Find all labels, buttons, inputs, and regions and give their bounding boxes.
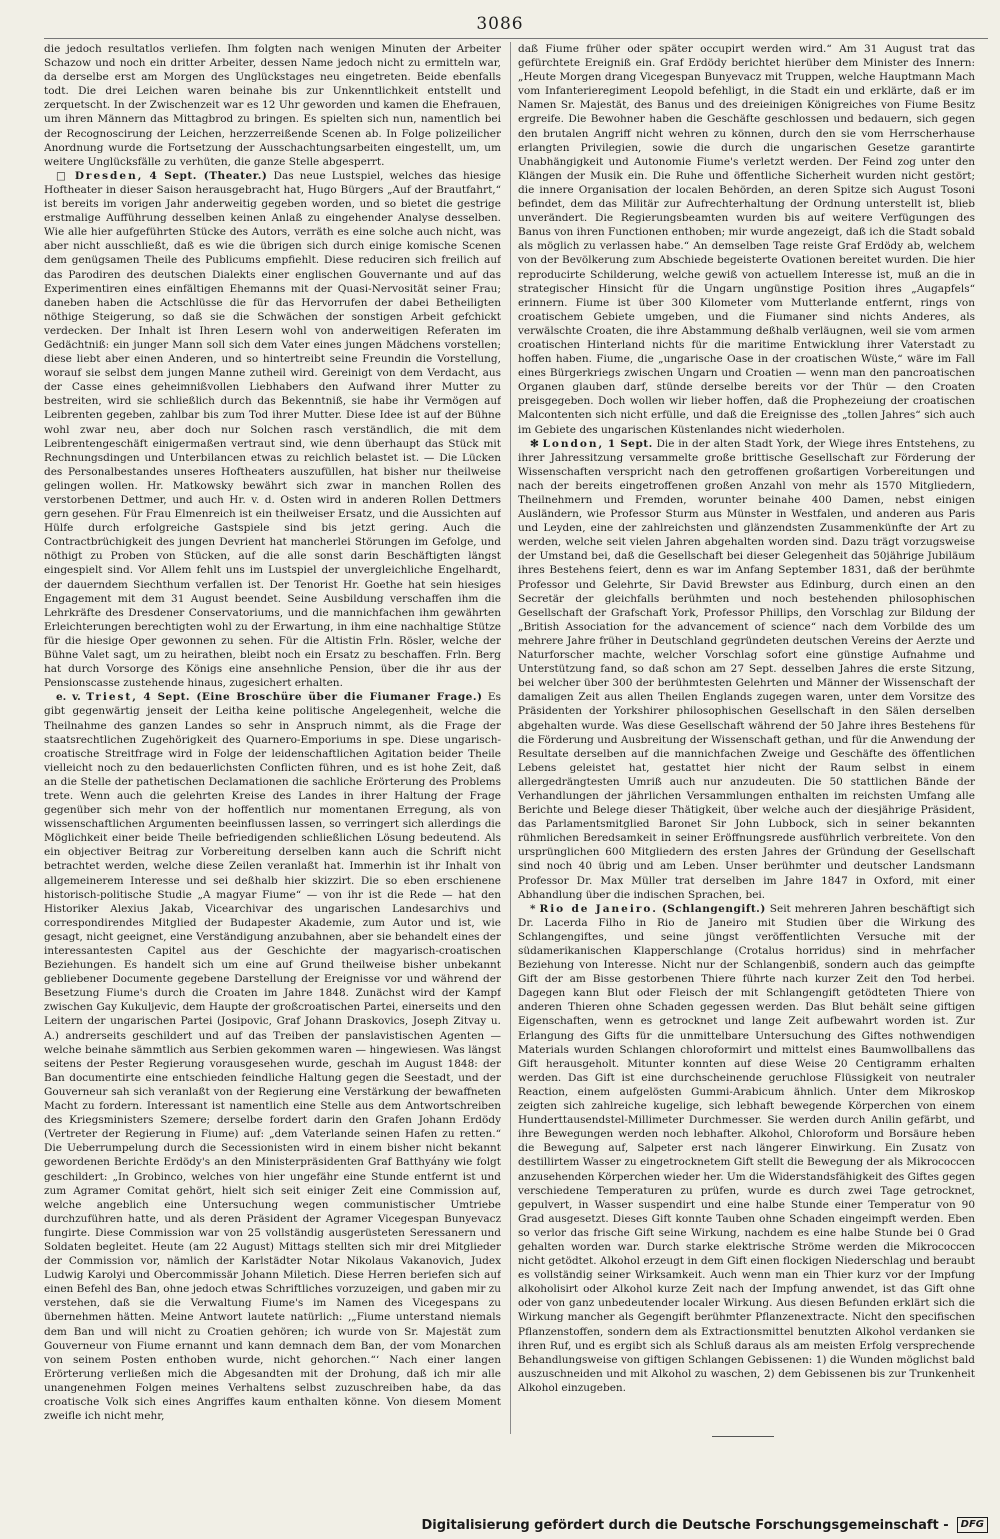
dresden-place: Dresden, — [74, 169, 144, 182]
article-fiume-continuation: daß Fiume früher oder später occupirt werden wird.“ Am 31 August trat das gefürchtete Ereigniß ein. Graf Erdödy berichtet hierüber dem Minister des Innern: „Heute Morgen drang Vicegespan Bunyevacz mit Truppen, welche Hauptmann Mach vom Infanterieregiment Leopold befehligt, in die Stadt ein und erklärte, daß er im Namen Sr. Majestät, des Banus und des dreieinigen Königreiches von Fiume Besitz ergreife. Die Bewohner haben die Geschäfte geschlossen und bedauern, sich gegen den brutalen Angriff nicht wehren zu können, durch den sie vom Herrscherhause erlangten Privilegien, sowie die durch die ungarischen Gesetze garantirte Unabhängigkeit und Autonomie Fiume's verletzt werden. Der Feind zog unter den Klängen der Musik ein. Die Ruhe und öffentliche Sicherheit wurden nicht gestört; die innere Organisation der localen Behörden, an deren Spitze sich August Tosoni befindet, dem das Militär zur Aufrechterhaltung der Ordnung unterstellt ist, blieb unverändert. Die Regierungsbeamten wurden bis auf weitere Verfügungen des Banus von ihren Functionen enthoben; mir wurde angezeigt, daß ich die Stadt sobald als möglich zu verlassen habe.“ An demselben Tage reiste Graf Erdödy ab, welchem von der Bevölkerung zum Abschiede begeisterte Ovationen bereitet wurden. Die hier reproducirte Schilderung, welche gewiß von actuellem Interesse ist, muß an die in strategischer Hinsicht für die Ungarn ungünstige Position ihres „Augapfels“ erinnern. Fiume ist über 300 Kilometer vom Mutterlande entfernt, rings von croatischem Gebiete umgeben, und die Fiumaner sind nichts Anderes, als verwälschte Croaten, die ihre Abstammung deßhalb verläugnen, weil sie vom armen croatischen Hinterland nichts für die maritime Entwicklung ihrer Vaterstadt zu hoffen haben. Fiume, die „ungarische Oase in der croatischen Wüste,“ wäre im Fall eines Bürgerkriegs zwischen Ungarn und Croatien — wenn man den pancroatischen Organen glauben darf, stünde derselbe bereits vor der Thür — den Croaten preisgegeben. Doch wollen wir lieber hoffen, daß die Prophezeiung der croatischen Malcontenten sich nicht erfülle, und daß die Ereignisse des „tollen Jahres“ sich auch im Gebiete des ungarischen Küstenlandes nicht wiederholen. — [518, 43, 975, 436]
page-number: 3086 — [476, 14, 524, 34]
london-symbol: ✻ — [530, 437, 539, 450]
dresden-symbol: □ — [56, 169, 69, 182]
rio-place: Rio de Janeiro. — [539, 902, 658, 915]
london-place: London, — [542, 437, 605, 450]
triest-place: Triest, — [86, 691, 138, 704]
article-london — [518, 437, 975, 902]
right-column — [518, 42, 975, 1497]
digitization-footer — [422, 1517, 989, 1533]
london-text: Die in der alten Stadt York, der Wiege ihres Entstehens, zu ihrer Jahressitzung versammelte große brittische Gesellschaft zur Förderung der Wissenschaften verspricht nach den getroffenen großartigen Vorbereitungen und nach der bereits eingetroffenen großen Anzahl von mehr als 1570 Mitgliedern, Theilnehmern und Fremden, worunter beinahe 400 Damen, nebst einigen Ausländern, wie Professor Sturm aus Münster in Westfalen, und anderen aus Paris und Leyden, eine der zahlreichsten und glänzendsten Zusammenkünfte der Art zu werden, welche seit vielen Jahren abgehalten worden sind. Dazu trägt vorzugsweise der Umstand bei, daß die Gesellschaft bei dieser Gelegenheit das 50jährige Jubiläum ihres Bestehens feiert, denn es war im Anfang September 1831, daß der berühmte Professor und Gelehrte, Sir David Brewster aus Edinburg, durch einen an den Secretär der gleichfalls berühmten und noch bestehenden philosophischen Gesellschaft der Grafschaft York, Professor Phillips, den Vorschlag zur Bildung der „British Association for the advancement of science“ nach dem Vorbilde des um mehrere Jahre früher in Deutschland gegründeten deutschen Vereins der Aerzte und Naturforscher machte, welcher Vorschlag sofort eine günstige Aufnahme und Unterstützung fand, so daß schon am 27 Sept. desselben Jahres die erste Sitzung, bei welcher über 300 der berühmtesten Gelehrten und Männer der Wissenschaft der damaligen Zeit aus allen Theilen Englands zugegen waren, unter dem Vorsitze des Präsidenten der Yorkshirer philosophischen Gesellschaft in den Sälen derselben abgehalten wurde. Was diese Gesellschaft während der 50 Jahre ihres Bestehens für die Förderung und Ausbreitung der Wissenschaft gethan, und für die Anwendung der Resultate derselben auf die mannichfachen Zweige und Geschäfte des öffentlichen Lebens geleistet hat, gestattet hier nicht der Raum selbst in einem allergedrängtesten Umriß auch nur anzudeuten. Die 50 stattlichen Bände der Verhandlungen der jährlichen Versammlungen enthalten im reichsten Umfang alle Berichte und Belege dieser Thätigkeit, über welche auch der diesjährige Präsident, das Parlamentsmitglied Baronet Sir John Lubbock, sich in seiner bekannten rühmlichen Beredsamkeit in seiner Eröffnungsrede ausführlich verbreitete. Von den ursprünglichen 600 Mitgliedern des ersten Jahres der Gründung der Gesellschaft sind noch 40 übrig und am Leben. Unser berühmter und deutscher Landsmann Professor Dr. Max Müller trat derselben im Jahre 1847 in Oxford, mit einer Abhandlung über die indischen Sprachen, bei. — [518, 437, 975, 901]
header-rule — [44, 38, 988, 39]
triest-date: 4 Sept. (Eine Broschüre über die Fiumaner Frage.) — [143, 691, 483, 704]
column-divider — [510, 42, 511, 1434]
article-triest — [44, 690, 501, 1423]
footer-text: Digitalisierung gefördert durch die Deutsche Forschungsgemeinschaft - — [421, 1517, 949, 1533]
triest-text: Es gibt gegenwärtig jenseit der Leitha keine politische Angelegenheit, welche die Theilnahme des ganzen Landes so sehr in Anspruch nimmt, als die Frage der staatsrechtlichen Zugehörigkeit des Quarnero-Emporiums in spe. Diese ungarisch-croatische Streitfrage wird in Folge der leidenschaftlichen Agitation beider Theile vielleicht noch zu den bedauerlichsten Conflicten führen, und es ist hohe Zeit, daß an die Stelle der pathetischen Declamationen die sachliche Erörterung des Problems trete. Wenn auch die gelehrten Kreise des Landes in ihrer Haltung der Frage gegenüber sich mehr von der hoffentlich nur momentanen Erregung, als von wissenschaftlichen Argumenten beeinflussen lassen, so verringert sich allerdings die Möglichkeit einer beide Theile befriedigenden schließlichen Lösung bedeutend. Als ein objectiver Beitrag zur Vorbereitung derselben kann auch die Schrift nicht betrachtet werden, welche diese Zeilen veranlaßt hat. Immerhin ist ihr Inhalt von allgemeinerem Interesse und sei deßhalb hier skizzirt. Die so eben erschienene historisch-politische Studie „A magyar Fiume“ — von ihr ist die Rede — hat den Historiker Alexius Jakab, Vicearchivar des ungarischen Landesarchivs und correspondirendes Mitglied der Budapester Akademie, zum Autor und ist, wie gesagt, nicht geeignet, eine Verständigung anzubahnen, aber sie behandelt eines der interessantesten Capitel aus der Geschichte der magyarisch-croatischen Beziehungen. Es handelt sich um eine auf Grund theilweise bisher unbekannt gebliebener Documente gegebene Darstellung der Ereignisse vor und während der Besetzung Fiume's durch die Croaten im Jahre 1848. Zunächst wird der Kampf zwischen Gay Kukuljevic, dem Haupte der großcroatischen Partei, einerseits und den Leitern der ungarischen Partei (Josipovic, Graf Johann Draskovics, Joseph Zitvay u. A.) andrerseits geschildert und auf das Treiben der panslavistischen Agenten — welche beinahe sämmtlich aus Serbien gekommen waren — hingewiesen. Was längst seitens der Pester Regierung vorausgesehen wurde, geschah im August 1848: der Ban documentirte eine entschieden feindliche Haltung gegen die Seestadt, und der Gouverneur sah sich veranlaßt von der Regierung eine Verstärkung der bewaffneten Macht zu fordern. Interessant ist namentlich eine Stelle aus dem Antwortschreiben des Kriegsministers Szemere; derselbe fordert darin den Grafen Johann Erdödy (Vertreter der Regierung in Fiume) auf: „dem Vaterlande seinen Hafen zu retten.“ Die Ueberrumpelung durch die Secessionisten wird in einem bisher nicht bekannt gewordenen Berichte Erdödy's an den Ministerpräsidenten Graf Batthyány wie folgt geschildert: „In Grobinco, welches von hier ungefähr eine Stunde entfernt ist und zum Agramer Comitat gehört, hielt sich seit einiger Zeit eine Commission auf, welche angeblich eine Untersuchung wegen communistischer Umtriebe durchzuführen hatte, und als deren Präsident der Agramer Vicegespan Bunyevacz fungirte. Diese Commission war von 25 vollständig ausgerüsteten Seressanern und Soldaten begleitet. Heute (am 22 August) Mittags stellten sich mir drei Mitglieder der Commission vor, nämlich der Karlstädter Notar Nikolaus Vakanovich, Judex Ludwig Karolyi und Obercommissär Johann Miletich. Diese Herren beriefen sich auf einen Befehl des Ban, ohne jedoch etwas Schriftliches vorzuzeigen, und gaben mir zu verstehen, daß sie die Verwaltung Fiume's im Namen des Vicegespans zu übernehmen hätten. Meine Antwort lautete natürlich: ‚„Fiume unterstand niemals dem Ban und will nicht zu Croatien gehören; ich wurde von Sr. Majestät zum Gouverneur von Fiume ernannt und kann demnach dem Ban, der vom Monarchen von seinem Posten enthoben wurde, nicht gehorchen.“‘ Nach einer langen Erörterung verließen mich die Abgesandten mit der Drohung, daß ich mir alle unangenehmen Folgen meines Verhaltens selbst zuzuschreiben habe, da das croatische Volk sich eines Angriffes kaum enthalten könne. Von diesem Moment zweifle ich nicht mehr, — [44, 691, 501, 1423]
triest-symbol: e. v. — [56, 691, 81, 704]
dfg-logo: DFG — [957, 1517, 988, 1533]
article-continuation: die jedoch resultatlos verliefen. Ihm folgten nach wenigen Minuten der Arbeiter Schazow und noch ein dritter Arbeiter, dessen Name jedoch nicht zu ermitteln war, da derselbe erst am Morgen des Unglückstages neu eingetreten. Beide ebenfalls todt. Die drei Leichen waren beinahe bis zur Unkenntlichkeit entstellt und zerquetscht. In der Zwischenzeit war es 12 Uhr geworden und kamen die Ehefrauen, um ihren Männern das Mittagbrod zu bringen. Es spielten sich nun, namentlich bei der Recognoscirung der Leichen, herzzerreißende Scenen ab. In Folge polizeilicher Anordnung wurde die Fortsetzung der Ausschachtungsarbeiten eingestellt, um, um weitere Unglücksfälle zu verhüten, die ganze Stelle abgesperrt. — [44, 43, 501, 168]
dresden-text: Das neue Lustspiel, welches das hiesige Hoftheater in dieser Saison herausgebracht hat, Hugo Bürgers „Auf der Brautfahrt,“ ist bereits im vorigen Jahr anderweitig gegeben worden, und so bietet die gestrige erstmalige Aufführung desselben keinen Anlaß zu eingehender Analyse desselben. Wie alle hier aufgeführten Stücke des Autors, verräth es eine solche auch nicht, was aber nicht ausschließt, daß es wie die übrigen sich durch einige komische Scenen dem genügsamen Theile des Publicums empfiehlt. Diese reduciren sich freilich auf das Parodiren des deutschen Dialekts einer englischen Gouvernante und auf das Experimentiren eines einfältigen Ehemanns mit der Quasi-Nervosität seiner Frau; daneben haben die Actschlüsse die für das Hervorrufen der dabei Betheiligten nöthige Steigerung, so daß sie die Schwächen der sonstigen Arbeit gefchickt verdecken. Der Inhalt ist Ihren Lesern wohl von anderweitigen Referaten im Gedächtniß: ein junger Mann soll sich dem Vater eines jungen Mädchens vorstellen; diese liebt aber einen Anderen, und so hintertreibt seine Freundin die Vorstellung, worauf sie selbst dem jungen Manne zutheil wird. Gereinigt von dem Verdacht, aus der Casse eines geheimnißvollen Liebhabers den Aufwand ihrer Mutter zu bestreiten, wird sie schließlich durch das Bekenntniß, sie habe ihr Vermögen auf Leibrenten gegeben, zahlbar bis zum Tod ihrer Mutter. Diese Idee ist auf der Bühne wohl zwar neu, aber doch nur Solchen rasch verständlich, die mit dem Leibrentengeschäft einigermaßen vertraut sind, wie denn überhaupt das Stück mit Rechnungsdingen und Unterbilancen etwas zu reichlich belastet ist. — Die Lücken des Personalbestandes unseres Hoftheaters auszufüllen, hat bisher nur theilweise gelingen wollen. Hr. Matkowsky bewährt sich zwar in manchen Rollen des verstorbenen Dettmer, und auch Hr. v. d. Osten wird in anderen Rollen Dettmers gern gesehen. Für Frau Elmenreich ist ein theilweiser Ersatz, und die Aussichten auf Hülfe durch erfolgreiche Gastspiele sind bis jetzt gering. Auch die Contractbrüchigkeit des jungen Devrient hat mancherlei Störungen im Gefolge, und nöthigt zu Proben von Stücken, auf die alle sonst darin Beschäftigten längst eingespielt sind. Vor Allem fehlt uns im Lustspiel der unvergleichliche Engelhardt, der dauerndem Siechthum verfallen ist. Der Tenorist Hr. Goethe hat sein hiesiges Engagement mit dem 31 August beendet. Seine Ausbildung verschaffen ihm die Lehrkräfte des Dresdener Conservatoriums, und die mannichfachen ihm gewährten Erleichterungen berechtigten wohl zu der Erwartung, in ihm eine nachhaltige Stütze für die hiesige Oper gewonnen zu sehen. Für die Altistin Frln. Rösler, welche der Bühne Valet sagt, um zu heirathen, bleibt noch ein Ersatz zu beschaffen. Frln. Berg hat durch Vorsorge des Königs eine ansehnliche Pension, über die ihr aus der Pensionscasse zustehende hinaus, zugesichert erhalten. — [44, 169, 501, 690]
left-column — [44, 42, 501, 1497]
dresden-date: 4 Sept. (Theater.) — [149, 169, 268, 182]
london-date: 1 Sept. — [607, 437, 653, 450]
article-rio — [518, 902, 975, 1395]
rio-date: (Schlangengift.) — [661, 902, 766, 915]
article-end-rule — [712, 1436, 774, 1437]
rio-symbol: * — [530, 902, 536, 915]
rio-text: Seit mehreren Jahren beschäftigt sich Dr. Lacerda Filho in Rio de Janeiro mit Studien über die Wirkung des Schlangengiftes, und seine jüngst veröffentlichten Versuche mit der südamerikanischen Klapperschlange (Crotalus horridus) sind in mehrfacher Beziehung von Interesse. Nicht nur der Schlangenbiß, sondern auch das geimpfte Gift der am Bisse gestorbenen Thiere führte nach kurzer Zeit den Tod herbei. Dagegen kann Blut oder Fleisch der mit Schlangengift getödteten Thiere von anderen Thieren ohne Schaden gegessen werden. Das Blut behält seine giftigen Eigenschaften, wenn es getrocknet und lange Zeit aufbewahrt worden ist. Zur Erlangung des Gifts für die unmittelbare Untersuchung des Giftes nothwendigen Materials wurden Schlangen chloroformirt und mittelst eines Baumwollballens das Gift herausgeholt. Mitunter konnten auf diese Weise 20 Centigramm erhalten werden. Das Gift ist eine durchscheinende geruchlose Flüssigkeit von neutraler Reaction, einem aufgelösten Gummi-Arabicum ähnlich. Unter dem Mikroskop zeigten sich zahlreiche kugelige, sich lebhaft bewegende Körperchen von einem Hunderttausendstel-Millimeter Durchmesser. Sie werden durch Anilin gefärbt, und ihre Bewegungen werden noch lebhafter. Alkohol, Chloroform und Borsäure heben die Bewegung auf, Salpeter erst nach längerer Einwirkung. Ein Zusatz von destillirtem Wasser zu eingetrocknetem Gift stellt die Bewegung der als Mikrococcen anzusehenden Körperchen wieder her. Um die Widerstandsfähigkeit des Giftes gegen verschiedene Temperaturen zu prüfen, wurde es durch zwei Tage getrocknet, gepulvert, in Wasser suspendirt und eine halbe Stunde einer Temperatur von 90 Grad ausgesetzt. Dieses Gift konnte Tauben ohne Schaden eingeimpft werden. Eben so verlor das frische Gift seine Wirkung, nachdem es eine halbe Stunde bei 0 Grad gehalten worden war. Durch starke elektrische Ströme werden die Mikrococcen nicht getödtet. Alkohol erzeugt in dem Gift einen flockigen Niederschlag und beraubt es vollständig seiner Wirksamkeit. Auch wenn man ein Thier kurz vor der Impfung alkoholisirt oder Alkohol kurze Zeit nach der Impfung anwendet, ist das Gift ohne oder von ganz unbedeutender localer Wirkung. Aus diesen Befunden erklärt sich die Wirkung mancher als Gegengift berühmter Pflanzenextracte. Nicht den specifischen Pflanzenstoffen, sondern dem als Extractionsmittel benutzten Alkohol verdanken sie ihren Ruf, und es ergibt sich als Schluß daraus als am meisten Erfolg versprechende Behandlungsweise von giftigen Schlangen Gebissenen: 1) die Wunden möglichst bald auszuschneiden und mit Alkohol zu waschen, 2) dem Gebissenen bis zur Trunkenheit Alkohol einzugeben. — [518, 902, 975, 1394]
article-dresden — [44, 169, 501, 690]
